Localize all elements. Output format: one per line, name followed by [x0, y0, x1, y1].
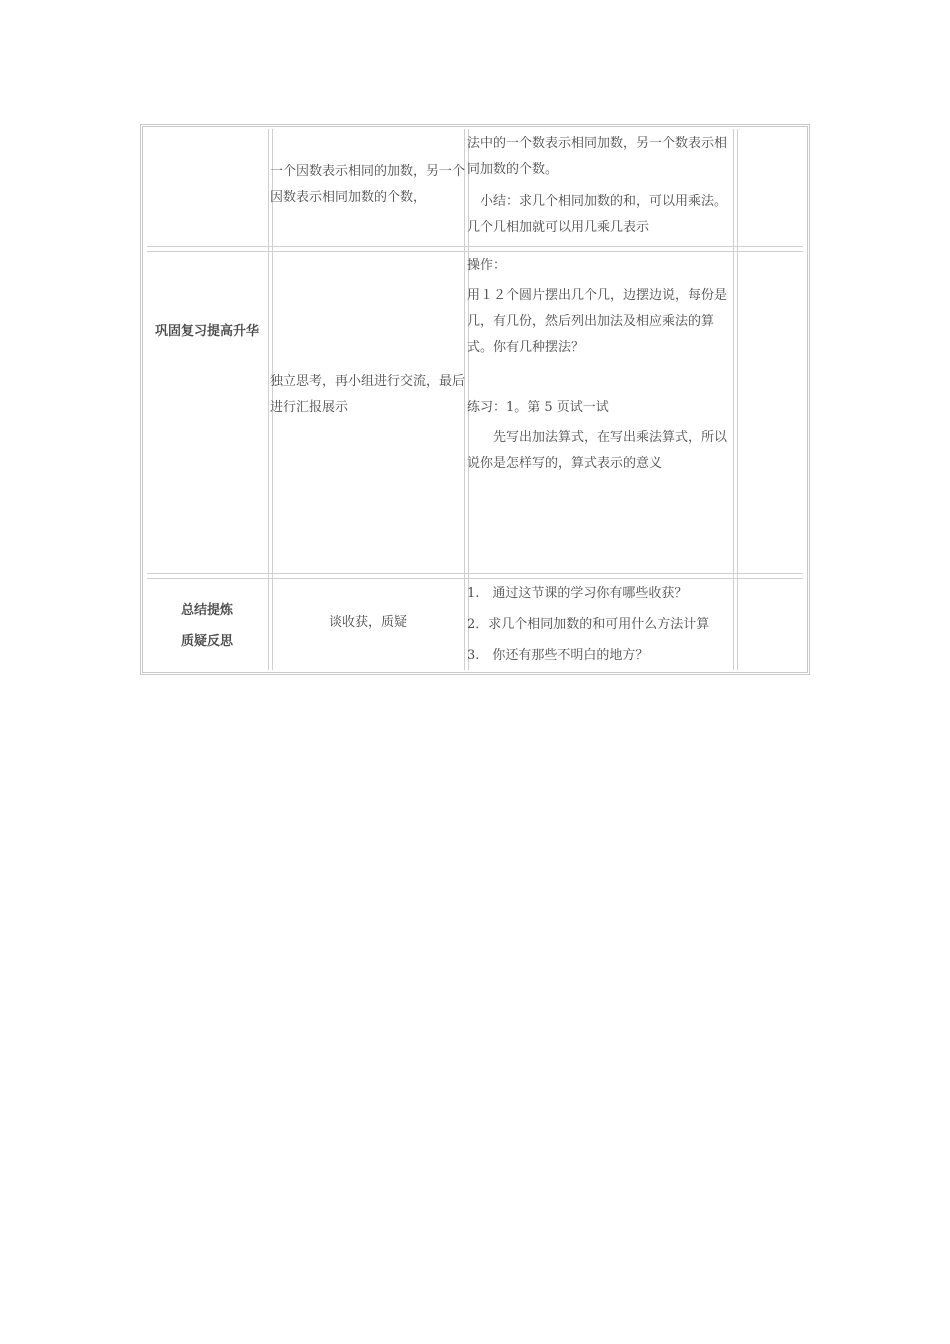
stage-label-line-1: 总结提炼	[180, 603, 233, 618]
table-row	[143, 127, 807, 247]
teacher-line: 3. 你还有那些不明白的地方？	[467, 648, 649, 663]
teacher-line: 先写出加法算式，在写出乘法算式，所以说你是怎样写的，算式表示的意义	[467, 430, 728, 471]
teacher-line: 小结：求几个相同加数的和，可以用乘法。几个几相加就可以用几乘几表示	[467, 194, 728, 235]
stage-label: 巩固复习提高升华	[154, 324, 259, 339]
teacher-activity-cell	[467, 253, 735, 477]
student-activity-cell	[270, 369, 466, 421]
student-activity-cell	[270, 159, 466, 211]
teacher-activity-cell	[467, 578, 735, 671]
student-activity-text: 独立思考，再小组进行交流，最后进行汇报展示	[270, 374, 466, 415]
teacher-line: 操作：	[467, 258, 507, 273]
stage-cell	[147, 127, 267, 247]
teacher-activity-cell	[467, 131, 735, 241]
lesson-plan-table	[140, 124, 810, 675]
teacher-line: 用１２个圆片摆出几个几，边摆边说，每份是几，有几份，然后列出加法及相应乘法的算式。你有几种摆法？	[467, 288, 728, 355]
stage-label-line-2: 质疑反思	[180, 634, 233, 649]
table-row	[143, 578, 807, 674]
teacher-line: 练习：1。第 5 页试一试	[467, 400, 609, 415]
table-row	[143, 251, 807, 574]
student-activity-text: 一个因数表示相同的加数，另一个因数表示相同加数的个数，	[270, 164, 466, 205]
stage-cell	[147, 319, 267, 345]
teacher-line: 1. 通过这节课的学习你有哪些收获？	[467, 586, 688, 601]
teacher-line: 法中的一个数表示相同加数，另一个数表示相同加数的个数。	[467, 136, 728, 177]
stage-cell	[147, 595, 267, 657]
student-activity-text: 谈收获，质疑	[328, 615, 407, 630]
teacher-line: 2．求几个相同加数的和可用什么方法计算	[467, 617, 710, 632]
student-activity-cell	[270, 610, 466, 636]
